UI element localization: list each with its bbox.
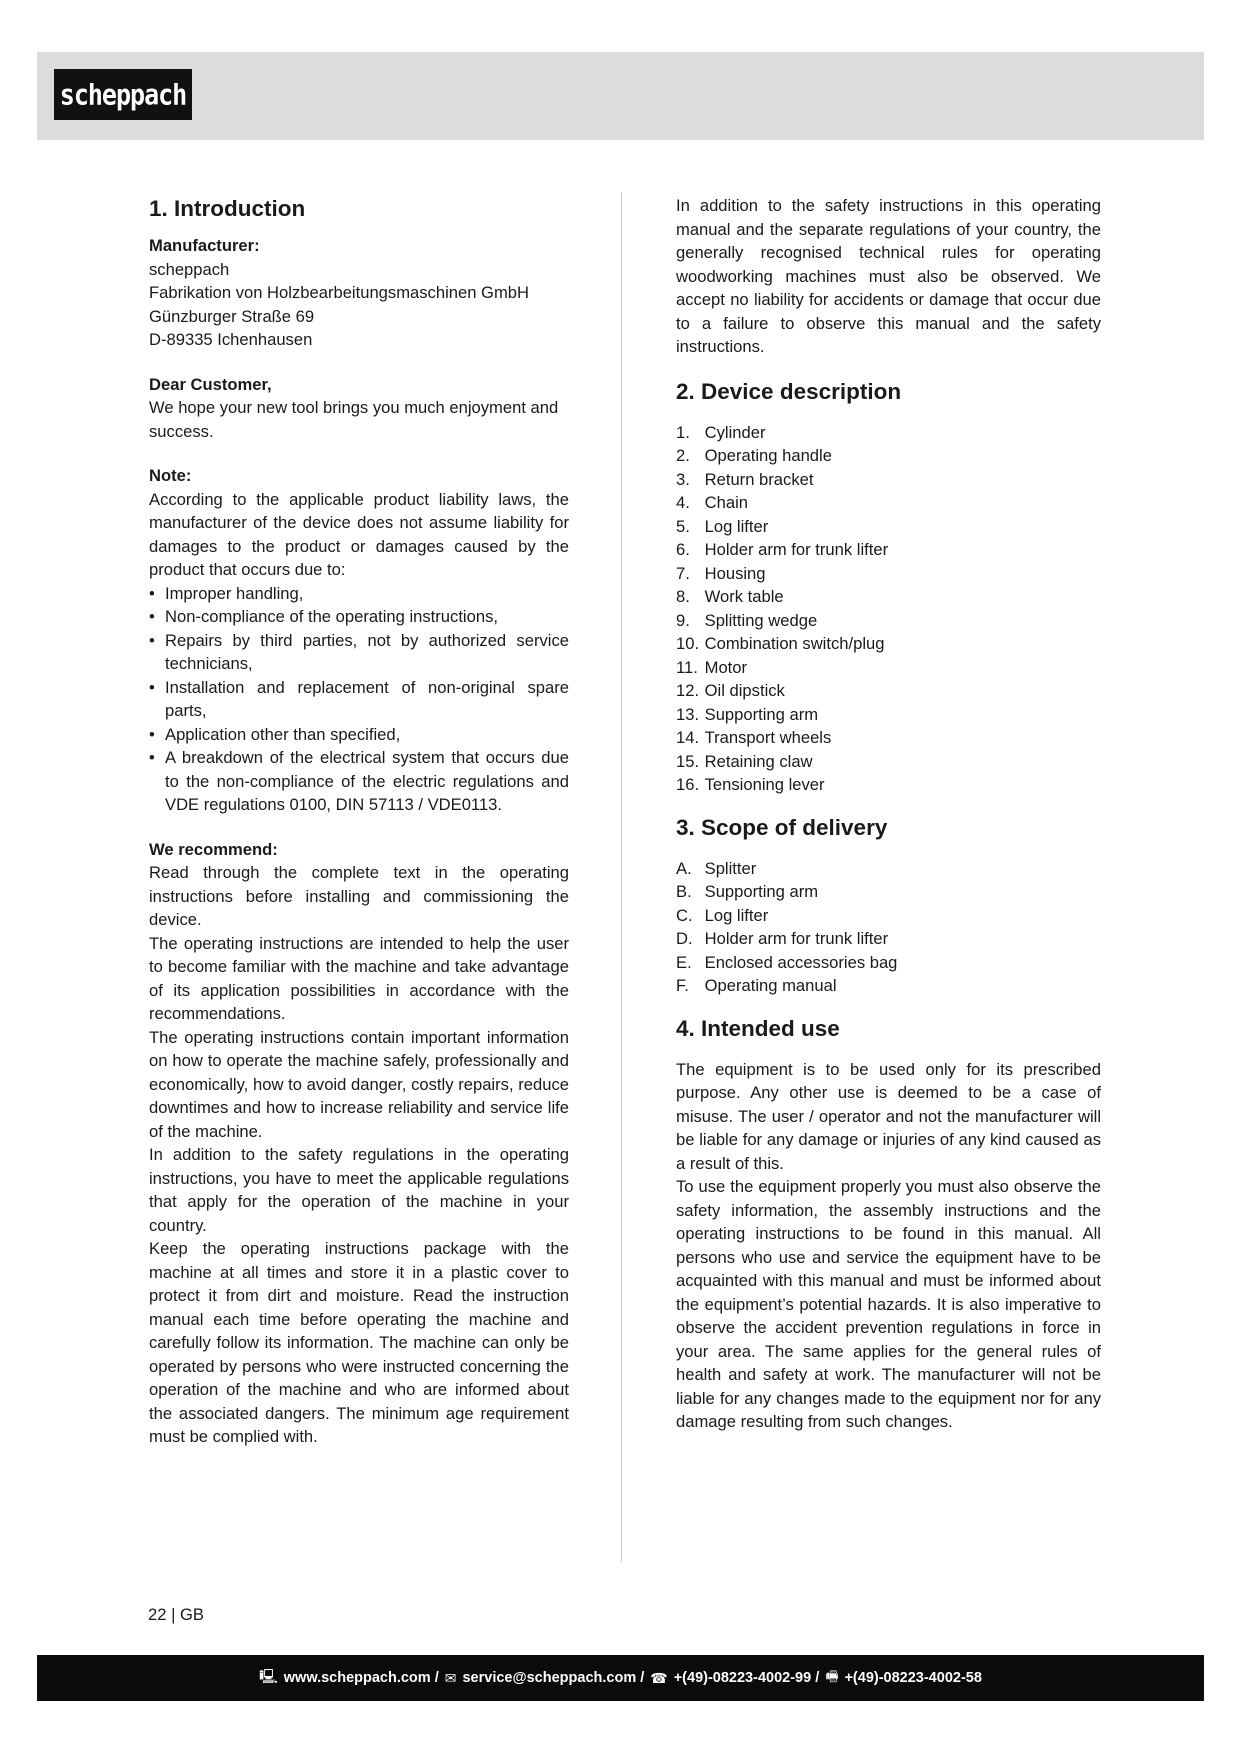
- item-text: Housing: [704, 563, 766, 583]
- column-divider: [621, 192, 622, 1562]
- fax-icon: 🖷: [825, 1668, 839, 1684]
- header-band: [37, 52, 1204, 140]
- list-item: [676, 951, 1101, 975]
- list-item: • Installation and replacement of non-original spare parts,: [149, 676, 569, 723]
- recommend-paragraph: In addition to the safety regulations in the operating instructions, you have to meet the applicable regulations that apply for the operation of the machine in your country.: [149, 1145, 569, 1235]
- item-text: Motor: [704, 657, 748, 677]
- phone-icon: ☎: [650, 1669, 668, 1686]
- list-item: • Improper handling,: [149, 582, 569, 606]
- item-text: Supporting arm: [704, 704, 819, 724]
- item-text: Return bracket: [704, 469, 814, 489]
- note-text: According to the applicable product liability laws, the manufacturer of the device does not assume liability for damages to the product or damages caused by the product that occurs due to:: [149, 489, 569, 579]
- manufacturer-label: Manufacturer:: [149, 236, 260, 255]
- recommend-paragraph: Read through the complete text in the operating instructions before installing and commissioning the device.: [149, 863, 569, 929]
- section-title-device-description: 2. Device description: [676, 378, 902, 404]
- list-item: [676, 632, 1101, 656]
- right-column: [676, 194, 1101, 1434]
- item-text: Combination switch/plug: [704, 634, 885, 653]
- list-item: [676, 444, 1101, 468]
- item-number: 13.: [676, 704, 700, 724]
- list-item: [676, 927, 1101, 951]
- list-item: [676, 773, 1101, 797]
- monitor-icon: 🖳: [259, 1668, 278, 1684]
- list-item: [676, 880, 1101, 904]
- item-letter: D.: [676, 929, 693, 948]
- item-letter: A.: [676, 858, 692, 878]
- scheppach-logo: [54, 69, 192, 120]
- list-item: [676, 656, 1101, 680]
- list-item: [676, 421, 1101, 445]
- item-number: 16.: [676, 775, 700, 794]
- list-item: [676, 468, 1101, 492]
- item-number: 7.: [676, 563, 690, 583]
- list-item: [676, 904, 1101, 928]
- item-letter: B.: [676, 882, 692, 901]
- list-item: [676, 491, 1101, 515]
- logo-text: scheppach: [59, 77, 187, 112]
- item-text: Holder arm for trunk lifter: [704, 929, 889, 948]
- list-item: [676, 609, 1101, 633]
- item-number: 15.: [676, 751, 700, 771]
- recommend-paragraph: The operating instructions contain important information on how to operate the machine safely, professionally and economically, how to avoid danger, costly repairs, reduce downtimes and how to increase reliability and service life of the machine.: [149, 1027, 569, 1141]
- item-number: 9.: [676, 610, 690, 630]
- dear-customer-text: We hope your new tool brings you much enjoyment and success.: [149, 398, 559, 441]
- item-text: Retaining claw: [704, 751, 813, 771]
- list-item: [676, 857, 1101, 881]
- list-item: • A breakdown of the electrical system that occurs due to the non-compliance of the electric regulations and VDE regulations 0100, DIN 57113 / VDE0113.: [149, 746, 569, 817]
- list-item: [676, 726, 1101, 750]
- list-item: [676, 562, 1101, 586]
- item-letter: C.: [676, 905, 693, 925]
- list-item: [676, 974, 1101, 998]
- mail-icon: ✉: [444, 1669, 457, 1686]
- item-text: Enclosed accessories bag: [704, 952, 898, 972]
- page-number: 22 | GB: [148, 1605, 204, 1624]
- list-item: [676, 515, 1101, 539]
- item-number: 8.: [676, 587, 690, 606]
- recommend-paragraph: The operating instructions are intended to help the user to become familiar with the machine and take advantage of its application possibilities in accordance with the recommendations.: [149, 933, 569, 1023]
- item-number: 3.: [676, 469, 690, 489]
- manufacturer-line: D-89335 Ichenhausen: [149, 330, 313, 349]
- list-item: [676, 679, 1101, 703]
- item-text: Splitter: [704, 858, 757, 878]
- footer-contact-bar: [37, 1655, 1204, 1701]
- dear-customer-label: Dear Customer,: [149, 374, 272, 394]
- safety-intro-text: In addition to the safety instructions in this operating manual and the separate regulations of your country, the generally recognised technical rules for operating woodworking machines must also be observed. We accept no liability for accidents or damage that occur due to a failure to observe this manual and the safety instructions.: [676, 196, 1101, 356]
- item-number: 10.: [676, 634, 700, 653]
- list-item: [676, 585, 1101, 609]
- item-letter: F.: [676, 976, 689, 995]
- list-item: [676, 538, 1101, 562]
- item-number: 1.: [676, 422, 690, 442]
- left-column: [149, 194, 569, 1449]
- item-number: 6.: [676, 540, 690, 559]
- list-item: [676, 703, 1101, 727]
- item-text: Holder arm for trunk lifter: [704, 540, 889, 559]
- item-number: 2.: [676, 446, 690, 465]
- item-text: Log lifter: [704, 905, 769, 925]
- item-text: Cylinder: [704, 422, 766, 442]
- footer-fax: +(49)-08223-4002-58: [844, 1670, 982, 1686]
- item-text: Transport wheels: [704, 728, 832, 747]
- item-number: 12.: [676, 681, 700, 700]
- item-number: 5.: [676, 516, 690, 536]
- intended-use-paragraph: To use the equipment properly you must also observe the safety information, the assembly instructions and the operating instructions to be found in this manual. All persons who use and service the equipment have to be acquainted with this manual and must be informed about the equipment’s potential hazards. It is also imperative to observe the accident prevention regulations in force in your area. The same applies for the general rules of health and safety at work. The manufacturer will not be liable for any changes made to the equipment nor for any damage resulting from such changes.: [676, 1177, 1101, 1431]
- item-text: Log lifter: [704, 516, 769, 536]
- section-title-introduction: 1. Introduction: [149, 196, 306, 221]
- manufacturer-line: scheppach: [149, 259, 230, 279]
- list-item: • Application other than specified,: [149, 723, 569, 747]
- intended-use-paragraph: The equipment is to be used only for its prescribed purpose. Any other use is deemed to be a case of misuse. The user / operator and not the manufacturer will be liable for any damage or injuries of any kind caused as a result of this.: [676, 1059, 1101, 1173]
- item-text: Oil dipstick: [704, 681, 785, 700]
- item-text: Operating handle: [704, 446, 832, 465]
- section-title-intended-use: 4. Intended use: [676, 1015, 840, 1041]
- item-text: Splitting wedge: [704, 610, 818, 630]
- footer-email[interactable]: service@scheppach.com /: [462, 1670, 645, 1686]
- item-text: Operating manual: [704, 976, 837, 995]
- list-item: [676, 750, 1101, 774]
- footer-website[interactable]: www.scheppach.com /: [283, 1670, 439, 1686]
- list-item: • Non-compliance of the operating instructions,: [149, 605, 569, 629]
- item-text: Supporting arm: [704, 882, 819, 901]
- note-bullet-list: [149, 582, 569, 817]
- list-item: • Repairs by third parties, not by authorized service technicians,: [149, 629, 569, 676]
- device-parts-list: [676, 421, 1101, 797]
- item-text: Tensioning lever: [704, 775, 825, 794]
- item-number: 4.: [676, 493, 690, 512]
- scope-of-delivery-list: [676, 857, 1101, 998]
- footer-phone: +(49)-08223-4002-99 /: [673, 1670, 820, 1686]
- item-text: Chain: [704, 493, 748, 512]
- note-label: Note:: [149, 466, 192, 485]
- recommend-paragraph: Keep the operating instructions package with the machine at all times and store it in a plastic cover to protect it from dirt and moisture. Read the instruction manual each time before operating the machine and carefully follow its information. The machine can only be operated by persons who were instructed concerning the operation of the machine and who are informed about the associated dangers. The minimum age requirement must be complied with.: [149, 1239, 569, 1446]
- manufacturer-line: Günzburger Straße 69: [149, 306, 315, 326]
- item-number: 11.: [676, 657, 698, 677]
- item-number: 14.: [676, 728, 700, 747]
- item-text: Work table: [704, 587, 784, 606]
- item-letter: E.: [676, 952, 692, 972]
- section-title-scope-of-delivery: 3. Scope of delivery: [676, 814, 888, 840]
- manufacturer-line: Fabrikation von Holzbearbeitungsmaschinen GmbH: [149, 283, 530, 302]
- recommend-label: We recommend:: [149, 839, 278, 859]
